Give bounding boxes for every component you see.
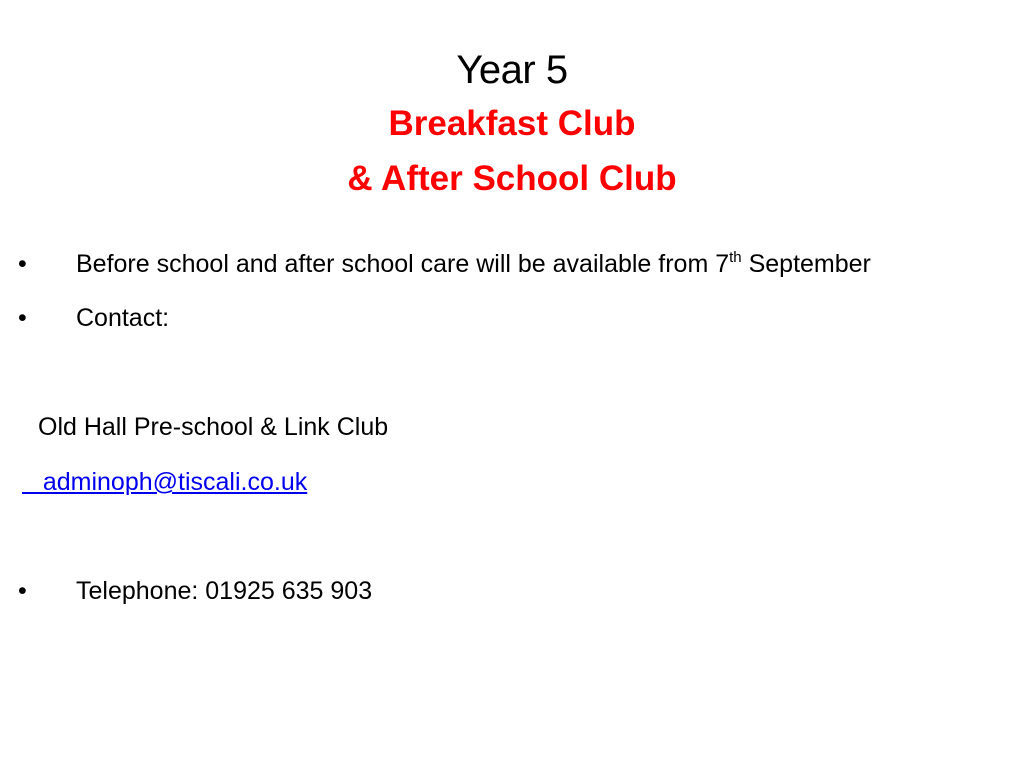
care-text-main: Before school and after school care will be available from 7 xyxy=(76,250,730,278)
care-availability-text xyxy=(76,248,871,280)
organisation-name: Old Hall Pre-school & Link Club xyxy=(38,413,389,441)
contact-label: Contact: xyxy=(76,304,170,332)
care-text-month: September xyxy=(741,250,871,278)
care-text-superscript: th xyxy=(729,249,742,266)
email-line xyxy=(22,466,307,498)
slide-title xyxy=(0,44,1024,206)
title-after-school-club: & After School Club xyxy=(347,159,677,198)
title-breakfast-club: Breakfast Club xyxy=(388,104,636,143)
bullet-icon: • xyxy=(18,304,27,332)
title-year: Year 5 xyxy=(456,48,568,92)
email-link[interactable]: adminoph@tiscali.co.uk xyxy=(22,468,308,496)
bullet-icon: • xyxy=(18,250,27,278)
bullet-icon: • xyxy=(18,577,27,605)
telephone-text: Telephone: 01925 635 903 xyxy=(76,577,373,605)
